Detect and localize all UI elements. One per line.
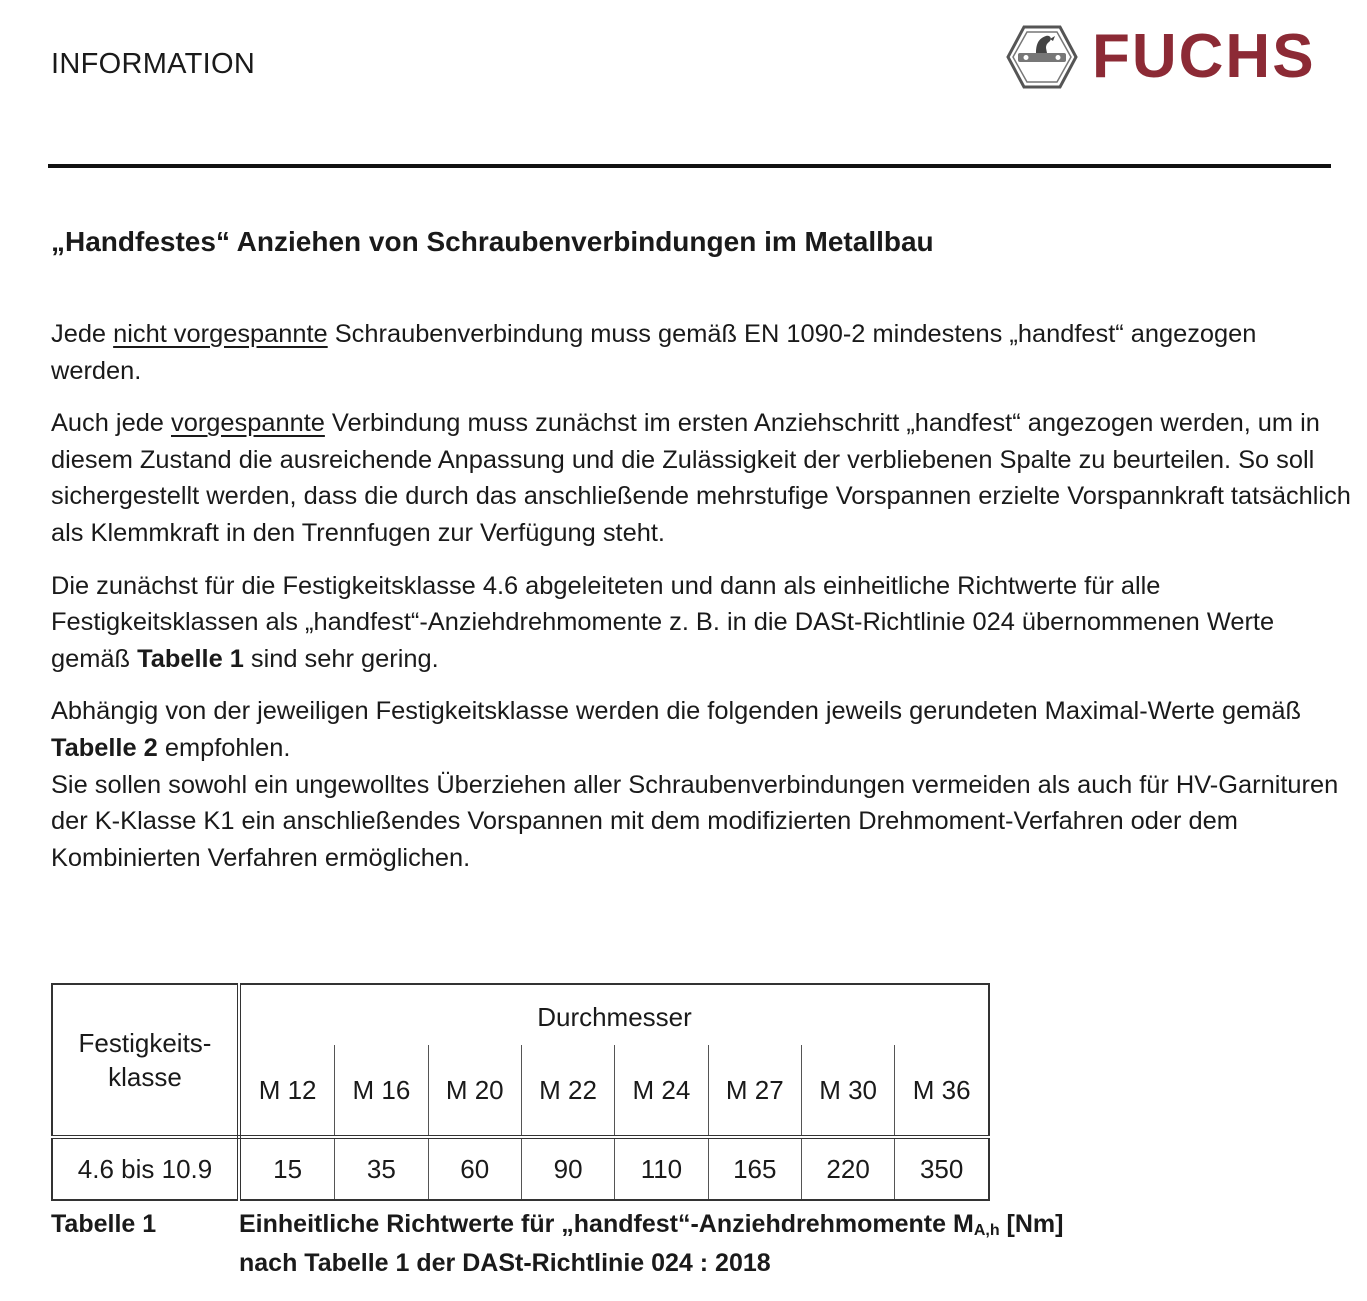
torque-value: 60	[428, 1137, 521, 1200]
diameter-header: M 36	[895, 1045, 989, 1137]
body-text	[51, 316, 1351, 892]
torque-value: 110	[615, 1137, 708, 1200]
torque-value: 90	[521, 1137, 614, 1200]
diameter-group-header: Durchmesser	[537, 1001, 692, 1032]
diameter-header: M 27	[708, 1045, 801, 1137]
paragraph-1: Jede nicht vorgespannte Schraubenverbindung muss gemäß EN 1090-2 mindestens „handfest“ angezogen werden.	[51, 320, 1257, 385]
diameter-header: M 30	[801, 1045, 894, 1137]
strength-class-header: Festigkeits- klasse	[52, 984, 239, 1137]
torque-value: 165	[708, 1137, 801, 1200]
caption-text: Einheitliche Richtwerte für „handfest“-Anziehdrehmomente $M_{A,h}$ [Nm] nach Tabelle 1 der DASt-Richtlinie 024 : 2018	[239, 1210, 1064, 1277]
brand-wordmark: FUCHS	[1092, 22, 1316, 91]
row-label: 4.6 bis 10.9	[52, 1137, 239, 1200]
table-row	[52, 1137, 989, 1200]
paragraph-2: Auch jede vorgespannte Verbindung muss zunächst im ersten Anziehschritt „handfest“ angezogen werden, um in diesem Zustand die ausreichende Anpassung und die Zulässigkeit der verbliebenen Spalte zu beurteilen. So soll sichergestellt werden, dass die durch das anschließende mehrstufige Vorspannen erzielte Vorspannkraft tatsächlich als Klemmkraft in den Trennfugen zur Verfügung steht.	[51, 409, 1351, 547]
torque-table	[51, 983, 990, 1201]
underlined-term: nicht vorgespannte	[113, 320, 328, 348]
diameter-header: M 24	[615, 1045, 708, 1137]
fuchs-hexagon-emblem-icon	[1006, 24, 1078, 90]
torque-value: 35	[335, 1137, 428, 1200]
diameter-header: M 12	[239, 1045, 335, 1137]
table-reference: Tabelle 1	[137, 644, 244, 673]
diameter-header: M 22	[521, 1045, 614, 1137]
underlined-term: vorgespannte	[171, 409, 325, 438]
page-title: „Handfestes“ Anziehen von Schraubenverbindungen im Metallbau	[51, 226, 934, 257]
header-divider	[48, 164, 1331, 168]
paragraph-3: Die zunächst für die Festigkeitsklasse 4.6 abgeleiteten und dann als einheitliche Richtwerte für alle Festigkeitsklassen als „handfest“-Anziehdrehmomente z. B. in die DASt-Richtlinie 024 übernommenen Werte gemäß Tabelle 1 sind sehr gering.	[51, 571, 1275, 673]
diameter-header: M 20	[428, 1045, 521, 1137]
paragraph-5: Sie sollen sowohl ein ungewolltes Überziehen aller Schraubenverbindungen vermeiden als auch für HV-Garnituren der K-Klasse K1 ein anschließendes Vorspannen mit dem modifizierten Drehmoment-Verfahren oder dem Kombinierten Verfahren ermöglichen.	[51, 770, 1339, 872]
diameter-header: M 16	[335, 1045, 428, 1137]
torque-value: 15	[273, 1153, 303, 1184]
torque-value: 350	[895, 1137, 989, 1200]
torque-value: 220	[801, 1137, 894, 1200]
table-reference: Tabelle 2	[51, 733, 158, 762]
header-label: INFORMATION	[51, 48, 256, 80]
paragraph-4: Abhängig von der jeweiligen Festigkeitsklasse werden die folgenden jeweils gerundeten Maximal-Werte gemäß Tabelle 2 empfohlen.	[51, 697, 1301, 762]
caption-label: Tabelle 1	[51, 1210, 157, 1238]
fuchs-logo	[1006, 22, 1316, 92]
